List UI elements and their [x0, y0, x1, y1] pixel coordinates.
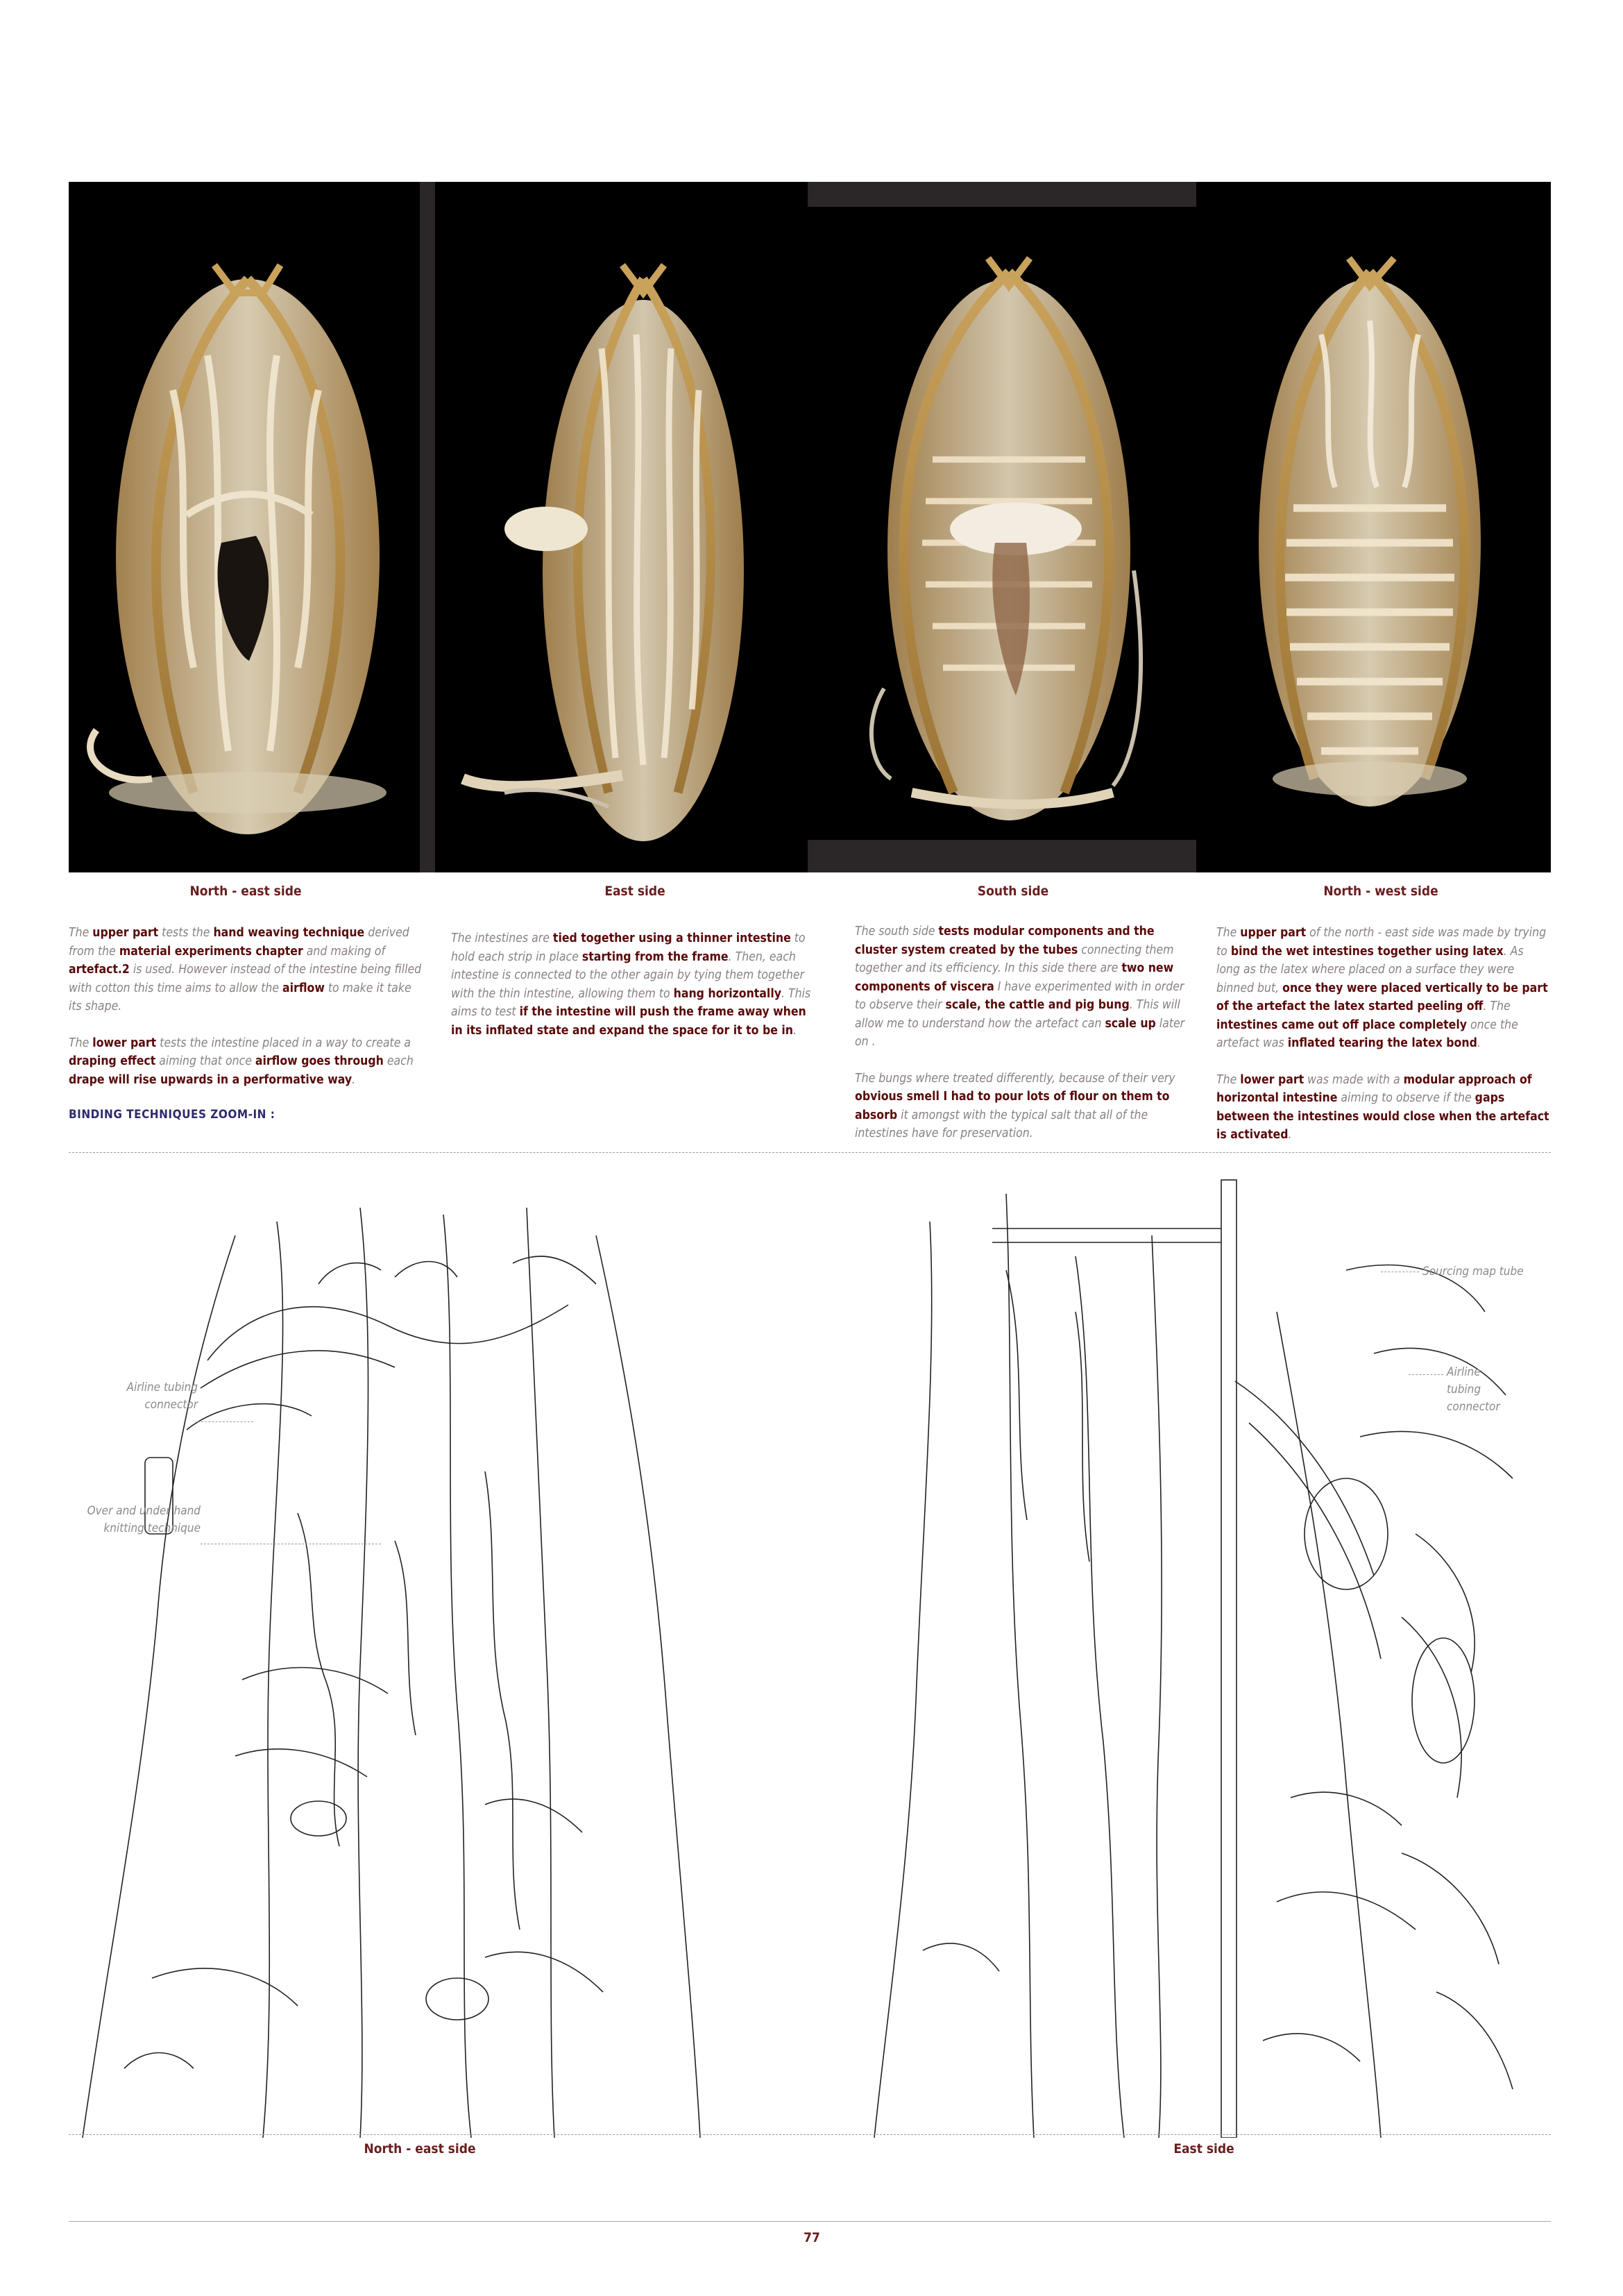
- annotation-knitting-technique: Over and under hand knitting technique: [87, 1504, 201, 1535]
- annotation-airline-tubing-left: Airline tubing connector: [126, 1381, 198, 1412]
- annotation-leader: [198, 1421, 253, 1422]
- caption-drawing-north-east: North - east side: [364, 2141, 476, 2156]
- section-divider: [69, 1152, 1551, 1153]
- panel-divider: [420, 182, 435, 872]
- description-paragraph: The bungs where treated differently, because of their very obvious smell I had to pour lots of flour on them to absorb it amongst with the typical salt that all of the intestines have for preservation.: [855, 1071, 1175, 1140]
- artefact-photo-south: [808, 182, 1196, 872]
- caption-drawing-east: East side: [1173, 2141, 1234, 2156]
- description-east: [451, 929, 815, 1058]
- footer-rule: [69, 2221, 1551, 2222]
- annotation-leader: [1409, 1374, 1443, 1375]
- artefact-photo-east: [435, 182, 808, 872]
- caption-north-east: North - east side: [189, 884, 302, 899]
- line-drawing-north-east: [69, 1180, 776, 2138]
- line-drawing-east: [847, 1173, 1554, 2138]
- photo-strip: [69, 182, 1551, 872]
- caption-south: South side: [977, 884, 1049, 899]
- description-south: [855, 922, 1188, 1161]
- caption-north-west: North - west side: [1323, 884, 1438, 899]
- annotation-airline-tubing-right: Airline tubing connector: [1447, 1365, 1500, 1414]
- drawings-baseline: [69, 2134, 1551, 2135]
- artefact-photo-north-west: [1196, 182, 1551, 872]
- artefact-photo-north-east: [69, 182, 420, 872]
- description-paragraph: The lower part tests the intestine placed in a way to create a draping effect aiming that once airflow goes through each drape will rise upwards in a performative way.: [69, 1036, 414, 1087]
- annotation-sourcing-map-tube: Sourcing map tube: [1422, 1265, 1524, 1278]
- description-paragraph: The upper part of the north - east side was made by trying to bind the wet intestines together using latex. As long as the latex where placed on a surface they were binned but, once they were placed vertically to be part of the artefact the latex started peeling off. The intestines came out off place completely once the artefact was inflated tearing the latex bond.: [1216, 926, 1548, 1050]
- description-north-west: [1216, 924, 1549, 1163]
- description-paragraph: The lower part was made with a modular approach of horizontal intestine aiming to observe if the gaps between the intestines would close when the artefact is activated.: [1216, 1072, 1549, 1142]
- description-north-east: [69, 924, 423, 1107]
- description-paragraph: The intestines are tied together using a thinner intestine to hold each strip in place starting from the frame. Then, each intestine is connected to the other again by tying them together with the thin intestine, allowing them to hang horizontally. This aims to test if the intestine will push the frame away when in its inflated state and expand the space for it to be in.: [451, 931, 811, 1038]
- description-paragraph: The upper part tests the hand weaving technique derived from the material experiments chapter and making of artefact.2 is used. However instead of the intestine being filled with cotton this time aims to allow the airflow to make it take its shape.: [69, 926, 422, 1013]
- binding-techniques-heading: BINDING TECHNIQUES ZOOM-IN :: [69, 1108, 275, 1122]
- page-number: 77: [804, 2230, 820, 2245]
- description-paragraph: The south side tests modular components and the cluster system created by the tubes connecting them together and its efficiency. In this side there are two new components of viscera I have experimented with in order to observe their scale, the cattle and pig bung. This will allow me to understand how the artefact can scale up later on .: [855, 925, 1185, 1049]
- caption-east: East side: [604, 884, 665, 899]
